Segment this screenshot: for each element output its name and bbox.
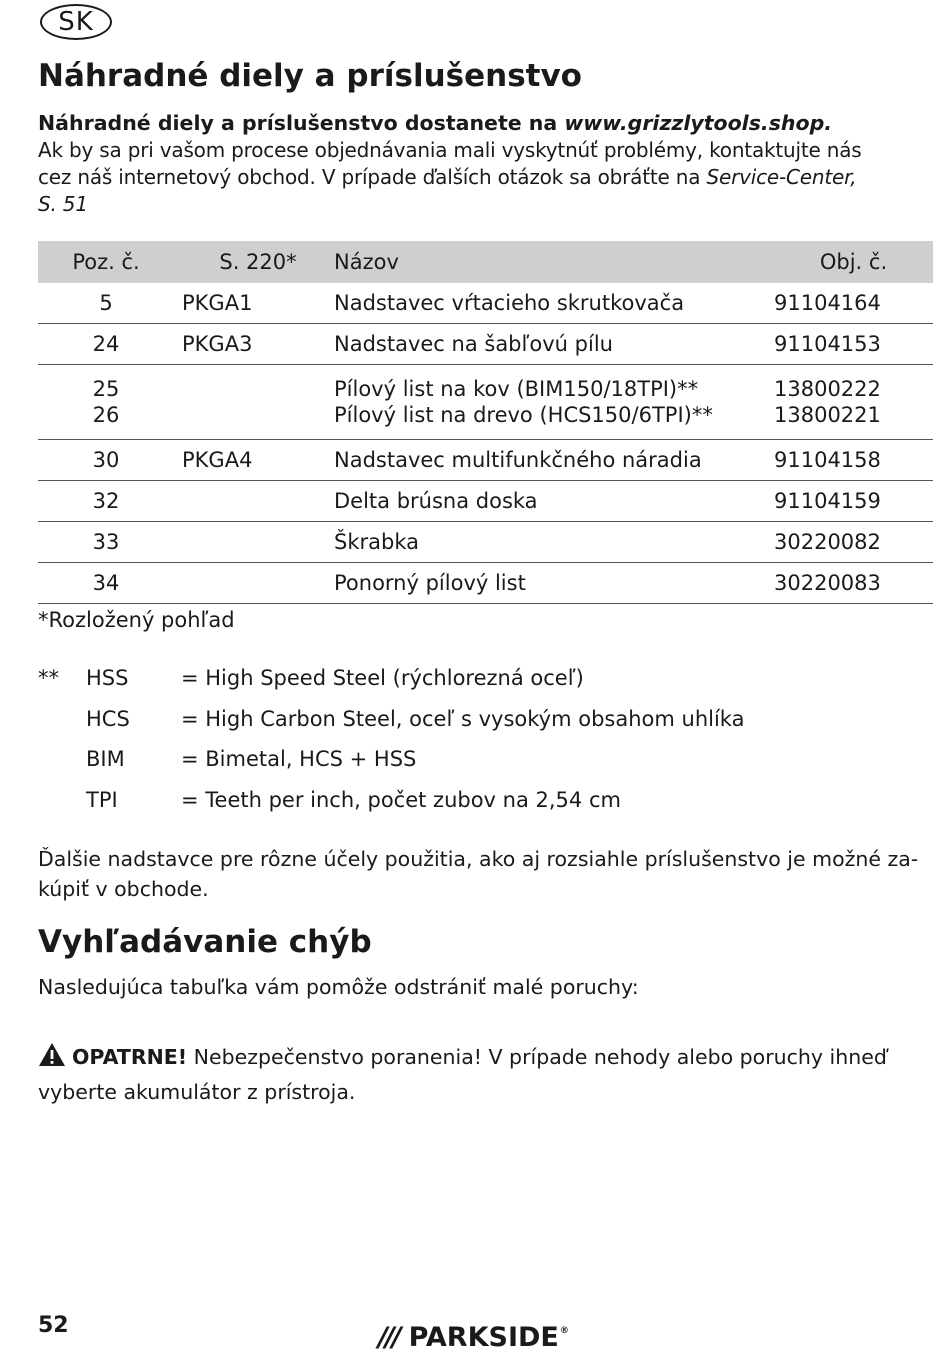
header-page: S. 220* [174,241,334,283]
section-title-spare-parts: Náhradné diely a príslušenstvo [38,58,582,94]
spare-parts-intro [38,110,938,218]
header-order-no: Obj. č. [774,241,933,283]
intro-bold-line: Náhradné diely a príslušenstvo dostanete na www.grizzlytools.shop. [38,111,833,135]
table-footnote: *Rozložený pohľad [38,608,235,632]
table-row: 32 Delta brúsna doska 91104159 [38,481,933,522]
intro-line-3: cez náš internetový obchod. V prípade ďalších otázok sa obráťte na Service-Center, [38,165,857,189]
footnote-mark: ** [38,666,59,690]
intro-line-2: Ak by sa pri vašom procese objednávania mali vyskytnúť problémy, kontaktujte nás [38,138,862,162]
table-row: 33 Škrabka 30220082 [38,522,933,563]
header-pos: Poz. č. [38,241,174,283]
header-name: Názov [334,241,774,283]
intro-line-4: S. 51 [38,192,88,216]
table-row: 30 PKGA4 Nadstavec multifunkčného náradia 91104158 [38,440,933,481]
table-row: 5 PKGA1 Nadstavec vŕtacieho skrutkovača 91104164 [38,283,933,324]
section-title-troubleshooting: Vyhľadávanie chýb [38,924,372,960]
table-row: 25 Pílový list na kov (BIM150/18TPI)** 13800222 [92,377,881,401]
language-badge: SK [40,4,112,40]
table-row: 26 Pílový list na drevo (HCS150/6TPI)** 13800221 [38,401,933,440]
warning-triangle-icon [38,1042,66,1076]
troubleshooting-intro: Nasledujúca tabuľka vám pomôže odstrániť malé poruchy: [38,975,639,999]
table-row: 24 PKGA3 Nadstavec na šabľovú pílu 91104153 [38,324,933,365]
service-center-ref: Service-Center, [706,165,857,189]
table-header-row [38,241,933,283]
warning-label: OPATRNE! [72,1045,188,1069]
table-row: 34 Ponorný pílový list 30220083 [38,563,933,604]
spare-parts-table [38,241,933,604]
page-number: 52 [38,1313,69,1338]
accessories-paragraph: Ďalšie nadstavce pre rôzne účely použitia, ako aj rozsiahle príslušenstvo je možné za- kúpiť v obchode. [38,847,919,901]
parkside-logo: /// PARKSIDE ® [378,1322,569,1353]
shop-url: www.grizzlytools.shop. [564,111,833,135]
warning-notice: OPATRNE! Nebezpečenstvo poranenia! V prípade nehody alebo poruchy ihneď vyberte akumulátor z prístroja. [38,1041,943,1108]
